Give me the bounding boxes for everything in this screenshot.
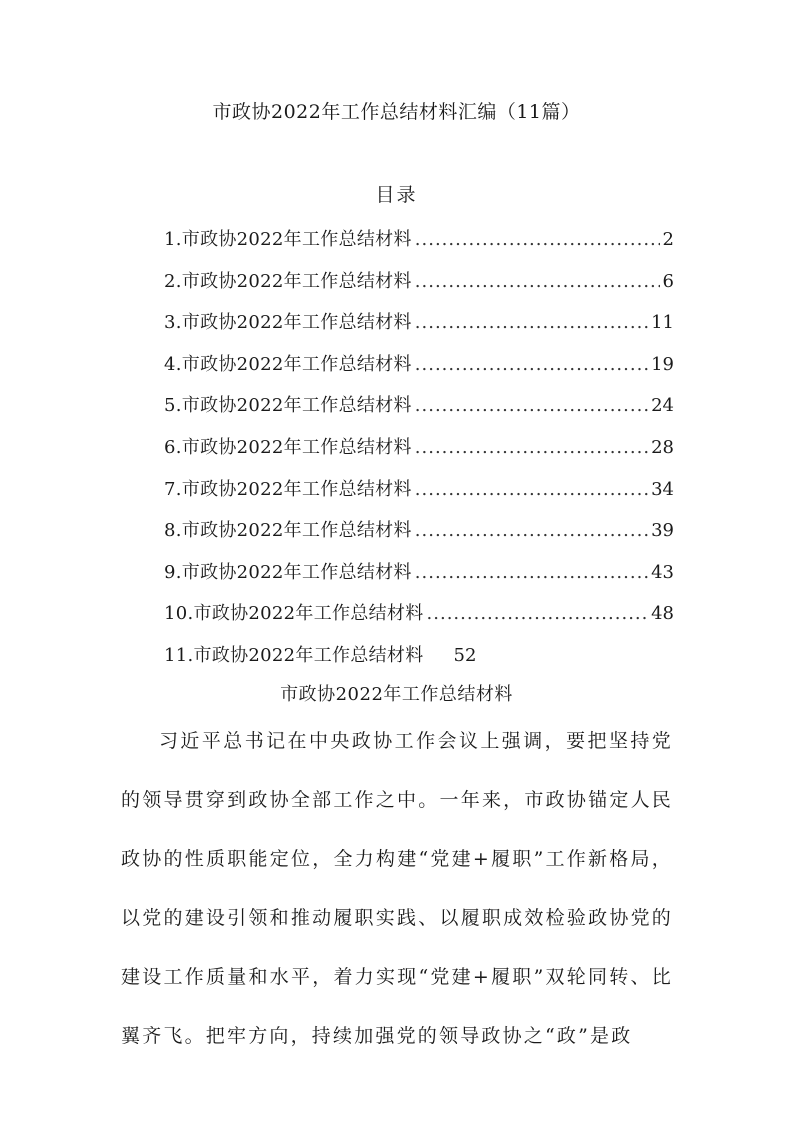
toc-entry-label: 11.市政协2022年工作总结材料 (164, 644, 424, 666)
toc-dot-leader (415, 229, 660, 250)
toc-entry-10[interactable] (164, 599, 674, 641)
toc-dot-leader (415, 562, 648, 583)
toc-dot-leader (415, 312, 648, 333)
toc-dot-leader (415, 354, 648, 375)
toc-entry-page: 28 (651, 436, 674, 458)
toc-dot-leader (415, 437, 648, 458)
toc-dot-leader (415, 520, 648, 541)
toc-entry-2[interactable] (164, 267, 674, 309)
toc-entry-11[interactable] (164, 641, 674, 683)
toc-entry-label: 2.市政协2022年工作总结材料 (164, 270, 412, 292)
table-of-contents (164, 225, 674, 683)
toc-entry-page: 39 (651, 520, 674, 542)
toc-entry-9[interactable] (164, 558, 674, 600)
toc-entry-label: 5.市政协2022年工作总结材料 (164, 395, 412, 417)
toc-entry-1[interactable] (164, 225, 674, 267)
toc-entry-page: 6 (662, 270, 674, 292)
toc-entry-5[interactable] (164, 391, 674, 433)
toc-entry-label: 4.市政协2022年工作总结材料 (164, 353, 412, 375)
toc-entry-label: 3.市政协2022年工作总结材料 (164, 312, 412, 334)
toc-entry-4[interactable] (164, 350, 674, 392)
toc-entry-page: 2 (662, 229, 674, 250)
body-paragraph: 习近平总书记在中央政协工作会议上强调，要把坚持党的领导贯穿到政协全部工作之中。一年来，市政协锚定人民政协的性质职能定位，全力构建“党建+履职”工作新格局，以党的建设引领和推动履职实践、以履职成效检验政协党的建设工作质量和水平，着力实现“党建+履职”双轮同转、比翼齐飞。把牢方向，持续加强党的领导政协之“政”是政 (121, 730, 673, 1047)
toc-entry-7[interactable] (164, 475, 674, 517)
toc-dot-leader (415, 479, 648, 500)
toc-entry-label: 10.市政协2022年工作总结材料 (164, 603, 424, 625)
toc-entry-page: 24 (651, 395, 674, 417)
toc-entry-page: 11 (651, 312, 674, 334)
toc-entry-label: 6.市政协2022年工作总结材料 (164, 436, 412, 458)
toc-heading: 目录 (375, 184, 418, 206)
toc-entry-page: 48 (651, 603, 674, 625)
toc-entry-page: 43 (651, 561, 674, 583)
toc-entry-page: 19 (651, 353, 674, 375)
toc-entry-page: 34 (651, 478, 674, 500)
section-title: 市政协2022年工作总结材料 (280, 684, 513, 705)
toc-entry-page: 52 (453, 644, 477, 666)
toc-entry-label: 8.市政协2022年工作总结材料 (164, 520, 412, 542)
toc-entry-label: 9.市政协2022年工作总结材料 (164, 561, 412, 583)
toc-dot-leader (427, 603, 649, 624)
toc-entry-8[interactable] (164, 516, 674, 558)
toc-dot-leader (415, 395, 648, 416)
toc-entry-3[interactable] (164, 308, 674, 350)
toc-entry-label: 1.市政协2022年工作总结材料 (164, 229, 412, 250)
toc-entry-label: 7.市政协2022年工作总结材料 (164, 478, 412, 500)
toc-dot-leader (415, 271, 660, 292)
document-title: 市政协2022年工作总结材料汇编（11篇） (212, 101, 581, 123)
toc-entry-6[interactable] (164, 433, 674, 475)
